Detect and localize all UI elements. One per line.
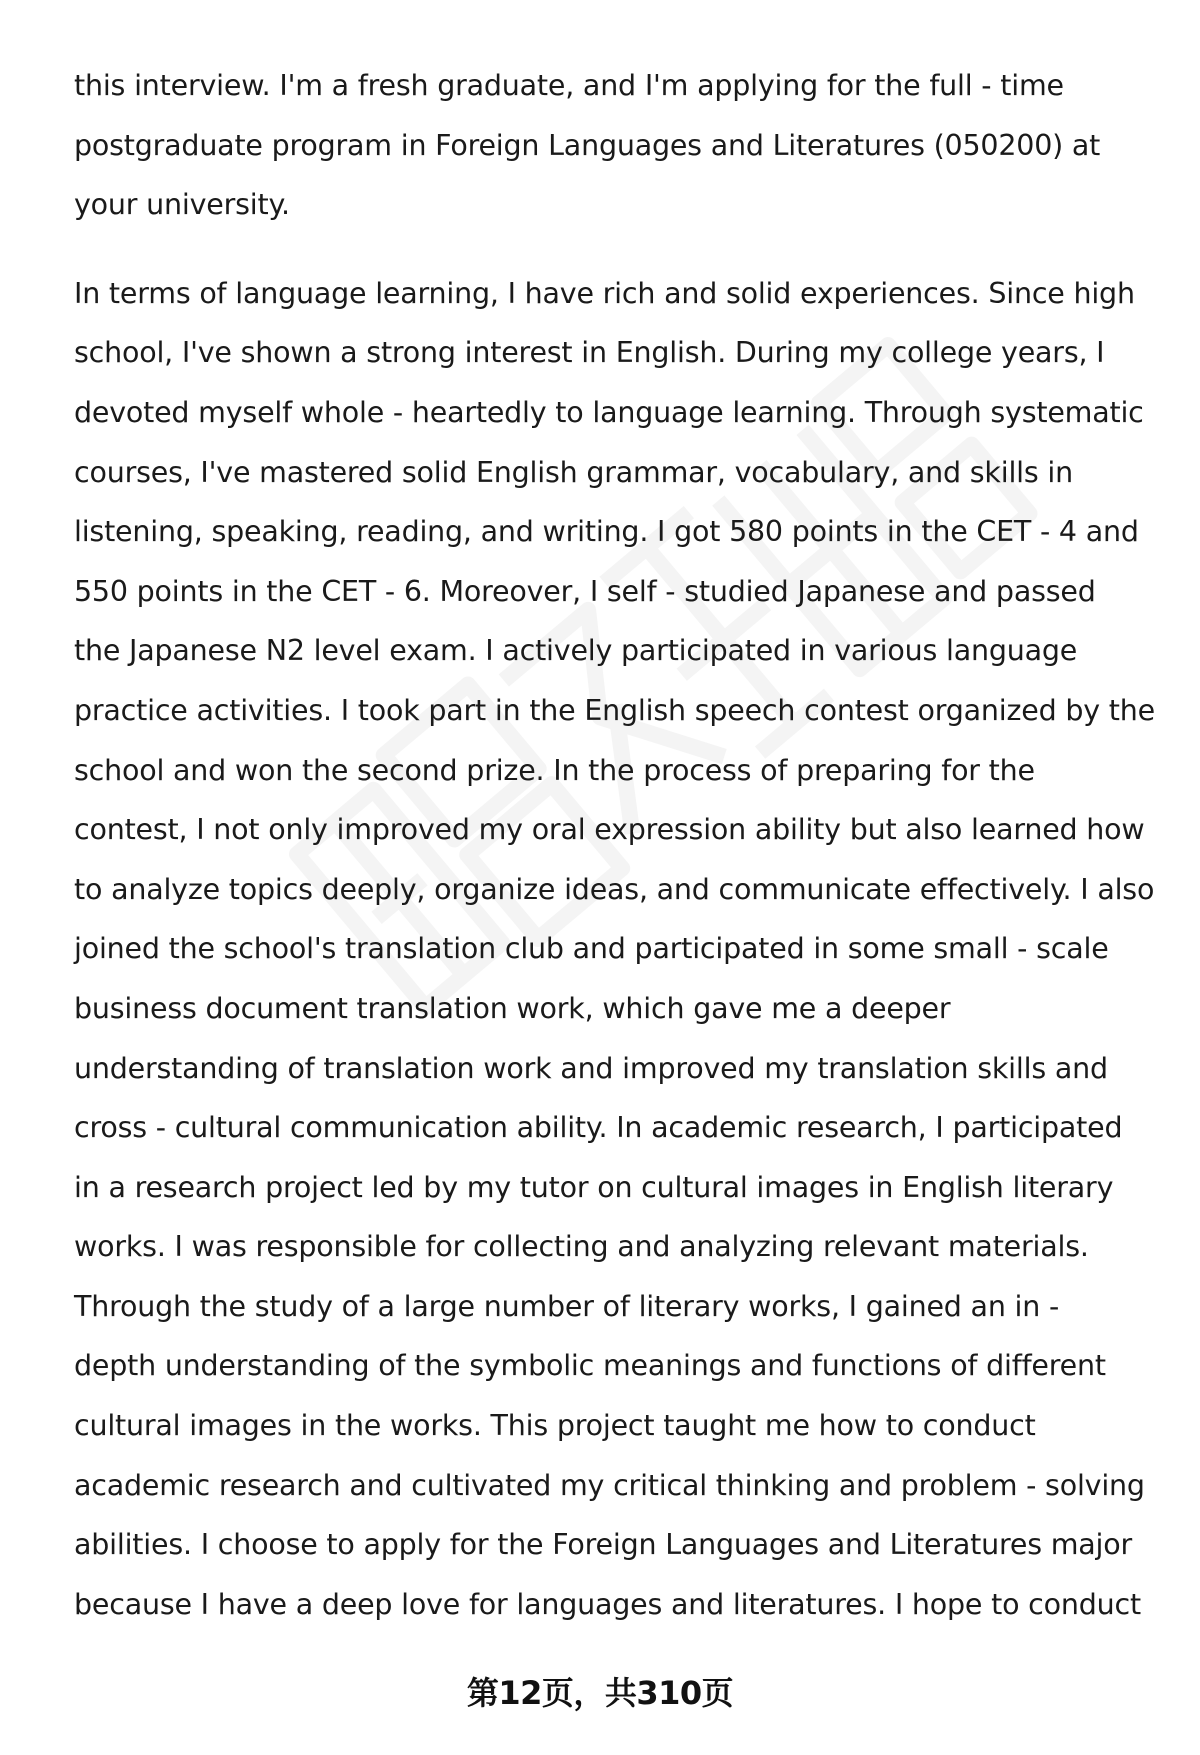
text-line: cross - cultural communication ability. In academic research, I participated — [74, 1111, 1123, 1145]
text-line: depth understanding of the symbolic meanings and functions of different — [74, 1349, 1106, 1383]
text-line: to analyze topics deeply, organize ideas, and communicate effectively. I also — [74, 872, 1155, 906]
text-line: cultural images in the works. This project taught me how to conduct — [74, 1409, 1036, 1443]
text-line: In terms of language learning, I have rich and solid experiences. Since high — [74, 276, 1135, 310]
text-line: joined the school's translation club and participated in some small - scale — [74, 932, 1109, 966]
text-line: because I have a deep love for languages and literatures. I hope to conduct — [74, 1587, 1141, 1621]
text-line: Through the study of a large number of literary works, I gained an in - — [74, 1289, 1060, 1323]
document-body — [74, 56, 1164, 1634]
text-line: contest, I not only improved my oral expression ability but also learned how — [74, 813, 1145, 847]
text-line: courses, I've mastered solid English grammar, vocabulary, and skills in — [74, 455, 1073, 489]
text-line: understanding of translation work and improved my translation skills and — [74, 1051, 1108, 1085]
paragraph-experience — [74, 264, 1164, 1635]
text-line: abilities. I choose to apply for the Foreign Languages and Literatures major — [74, 1528, 1133, 1562]
text-line: practice activities. I took part in the English speech contest organized by the — [74, 693, 1155, 727]
text-line: your university. — [74, 188, 290, 222]
text-line: school and won the second prize. In the process of preparing for the — [74, 753, 1035, 787]
text-line: business document translation work, which gave me a deeper — [74, 991, 951, 1025]
text-line: 550 points in the CET - 6. Moreover, I self - studied Japanese and passed — [74, 574, 1096, 608]
text-line: listening, speaking, reading, and writing. I got 580 points in the CET - 4 and — [74, 515, 1139, 549]
text-line: this interview. I'm a fresh graduate, and I'm applying for the full - time — [74, 69, 1064, 102]
text-line: works. I was responsible for collecting and analyzing relevant materials. — [74, 1230, 1089, 1264]
text-line: devoted myself whole - heartedly to language learning. Through systematic — [74, 395, 1144, 429]
text-line: academic research and cultivated my critical thinking and problem - solving — [74, 1468, 1145, 1502]
text-line: school, I've shown a strong interest in English. During my college years, I — [74, 336, 1105, 370]
text-line: the Japanese N2 level exam. I actively participated in various language — [74, 634, 1078, 668]
text-line: postgraduate program in Foreign Languages and Literatures (050200) at — [74, 128, 1101, 162]
text-line: in a research project led by my tutor on cultural images in English literary — [74, 1170, 1114, 1204]
page-number-footer: 第12页，共310页 — [466, 1674, 734, 1712]
paragraph-intro — [74, 56, 1164, 235]
